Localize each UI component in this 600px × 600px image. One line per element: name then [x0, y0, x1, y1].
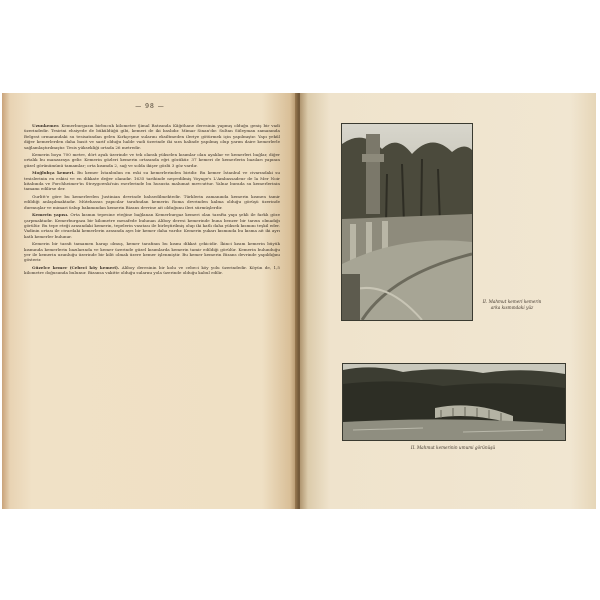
aqueduct-photo-top [341, 123, 473, 321]
paragraph-text: Kemerin bir tarafı tamamen harap olmuş, kemer tarafının bu kısmı dikkat çekicidir. İkinci kısım kemerin büyük kısmında kemerlerin bazılarında ve kemer üzerinde güzel kısımlarda kemerin tamir edildiği görülür. Kemerin bulunduğu yer ile kemerin uzunluğu üzerinde bir kilit olmak üzere kemer işlenmiştir. Bu kemer kemerin Bizans devrinde yapıldığını gösterir. [24, 241, 280, 263]
paragraph-text: Bu kemer İstanbulun en eski su kemerlerinden biridir. Bu kemer İstanbul ve civarındaki su tesislerinin en eskisi ve en dikkate değer olanıdır. 1635 tarihinde neşredilmiş Voyage's L'Ambassadeur de la Mer Noir kitabında ve Forchheimer'in Strzygowski'nin eserlerinde bu hususta malumat mevcuttur. Yalnız burada su kemerlerinin tamamı edilirse der. [24, 170, 280, 192]
paragraph [24, 123, 280, 150]
aqueduct-photo-bottom [342, 363, 566, 441]
paragraph-text: Kemerin boyu 700 metre, dört ayak üzerinde ve tek olarak yükselen kısımlar olan ayaklar ve kemerleri bağlar, diğer ortalık bu manzaraya gelir. Kemerin gözleri kemerin ortasında eğri gözükür. 37 kemeri de kemerlerin bazıları yapının güzel görünümünü tamamlar; orta kısımda 2, sağ ve solda ikişer gözlü 3 göz vardır. [24, 152, 280, 168]
aqueduct-ruins-image [342, 124, 472, 320]
paragraph-heading: Moğlubça kemeri. [32, 170, 75, 176]
paragraph-text: Gurlitt'e göre bu kemerlerden Justinian devrinde bahsedilmektedir. Türklerin zamanında kemerin kısmen tamir edildiği anlaşılmaktadır. Mütehassıs yapıcılar tarafından kemerin Roma devrinden kalma olduğu görüşü üzerinde durmuşlar ve mimari üslup bakımından kemerin Bizans devrine ait olduğunu ileri sürmüşlerdir. [24, 193, 280, 210]
page-number: — 98 — [135, 103, 165, 110]
paragraph [24, 194, 280, 210]
paragraph-heading: Uzunkemer. [32, 123, 60, 128]
left-page [2, 93, 298, 509]
paragraph [24, 152, 280, 168]
paragraph [24, 212, 280, 239]
paragraph [24, 170, 280, 192]
photo-caption-top: II. Mahmut kemeri kemerin arka kısmındaki yüz [482, 299, 542, 310]
book-spread [2, 93, 596, 509]
paragraph [24, 241, 280, 263]
paragraph-heading: Kemerin yapısı. [32, 212, 69, 218]
paragraph [24, 265, 280, 276]
aqueduct-panorama-image [343, 364, 565, 440]
photo-caption-bottom: II. Mahmut kemerinin umumi görünüşü [410, 445, 496, 450]
paragraph-text: Orta kısmın tepesine eteğine bağlanan Kemerburgaz kemeri olan tarafta yapı şekli ile farklı göze çarpmaktadır. Kemerburgaza bir kilometre mesafede bulunan Aliboy deresi kemerinde buna benzer bir tarzın olmadığı görülür. Bu tepe eteği arasındaki kemerin, tepelerin vasıtası ile birleştirilmiş olup iki katlı daha yüksek kısmını teşkil eder. Vadinin ortası ile civardaki kemerlerin arasında ayrı bir kemer daha vardır. Kemerin yukarı kısmında bu kısma ait iki ayrı katlı kemerler bulunur. [24, 212, 280, 239]
text-column [24, 123, 280, 503]
paragraph-text: Aliboy deresinin bir kolu ve cebeci köy yolu üzerindedir. Köyün de, 1,5 kilometre doğusunda bulunur. Bizansa vakitte olduğu sularını yola üzerinde olduğu kabul edilir. [24, 264, 280, 276]
right-page [300, 93, 596, 509]
paragraph-heading: Güzelce kemer (Cebeci köy kemeri). [32, 264, 120, 270]
paragraph-text: Kemerburgazın birbucuk kilometre Şimal Batısında Kâğıthane deresinin yapmış olduğu geniş bir vadi üzerindedir. Tesirini ehsiyede de büküldüğü gibi, kemeri de iki baslıdır. Mimar Sinan'dır. Sultan Süleyman zamanında Belgrat ormanındaki su tesisatından gelen Kırkçeşme sularını eksiltmeden ileriye götürmek için yapılmıştır. Yapı yekûl diğer kemerlerden daha basit ve sarif olduğu halde vadi üzerinde iki sıra halinde yapılmış olup yarım daire kemerlerle sağlamlaştırılmıştır. Tesis yüksekliği ortada 26 metredir. [24, 123, 280, 150]
